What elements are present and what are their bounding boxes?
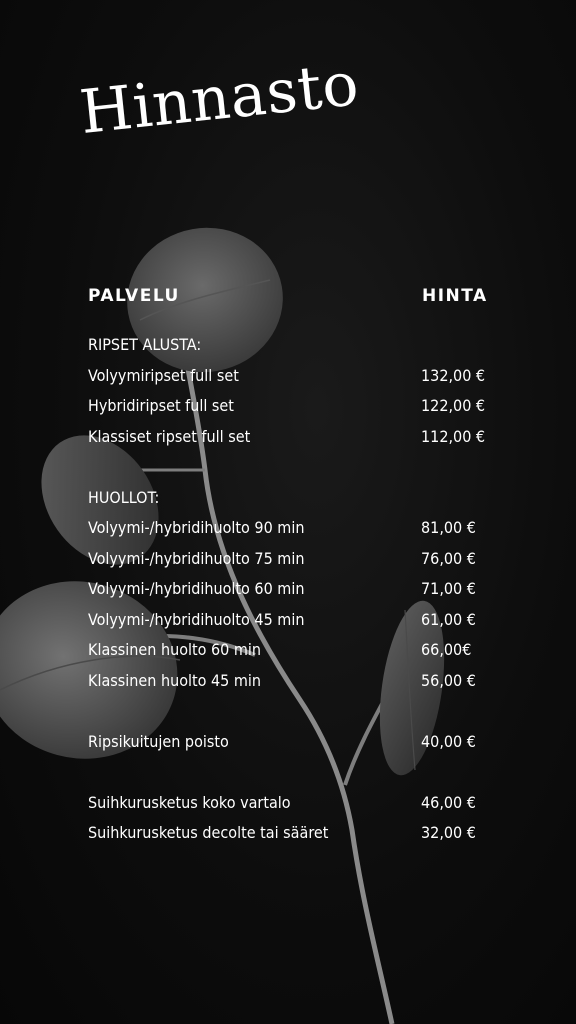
service-name: Suihkurusketus decolte tai sääret <box>88 823 329 842</box>
service-price: 66,00€ <box>421 640 472 659</box>
list-item <box>88 727 508 758</box>
service-price: 46,00 € <box>421 792 476 812</box>
list-item <box>88 635 508 666</box>
section-heading-lashes: RIPSET ALUSTA: <box>88 335 202 354</box>
service-price: 32,00 € <box>421 823 476 842</box>
price-list <box>88 330 508 849</box>
list-item <box>88 422 508 453</box>
service-price: 132,00 € <box>421 365 486 385</box>
list-item <box>88 788 508 819</box>
spacer <box>88 757 508 788</box>
service-name: Suihkurusketus koko vartalo <box>88 792 291 812</box>
service-name: Volyymiripset full set <box>88 365 239 385</box>
spacer <box>88 696 508 727</box>
service-name: Volyymi-/hybridihuolto 75 min <box>88 548 305 568</box>
list-item <box>88 391 508 422</box>
service-name: Klassinen huolto 45 min <box>88 670 262 690</box>
service-name: Klassiset ripset full set <box>88 426 251 446</box>
service-name: Ripsikuitujen poisto <box>88 731 229 751</box>
service-price: 71,00 € <box>421 579 476 598</box>
page-title: Hinnasto <box>76 49 363 149</box>
service-price: 81,00 € <box>421 518 476 537</box>
list-item <box>88 666 508 697</box>
service-price: 76,00 € <box>421 548 476 568</box>
service-name: Hybridiripset full set <box>88 396 234 415</box>
service-name: Volyymi-/hybridihuolto 90 min <box>88 518 305 537</box>
service-price: 112,00 € <box>421 426 486 446</box>
spacer <box>88 452 508 483</box>
list-item <box>88 544 508 575</box>
service-name: Volyymi-/hybridihuolto 45 min <box>88 609 305 629</box>
service-price: 122,00 € <box>421 396 486 415</box>
list-item <box>88 574 508 605</box>
list-item <box>88 513 508 544</box>
service-column-header: PALVELU <box>88 286 180 306</box>
service-name: Volyymi-/hybridihuolto 60 min <box>88 579 305 598</box>
table-header <box>88 286 498 310</box>
service-price: 56,00 € <box>421 670 476 690</box>
service-price: 61,00 € <box>421 609 476 629</box>
section-heading-maintenance: HUOLLOT: <box>88 487 160 507</box>
price-column-header: HINTA <box>422 286 488 306</box>
service-name: Klassinen huolto 60 min <box>88 640 262 659</box>
list-item <box>88 361 508 392</box>
list-item <box>88 818 508 849</box>
list-item <box>88 605 508 636</box>
service-price: 40,00 € <box>421 731 476 751</box>
